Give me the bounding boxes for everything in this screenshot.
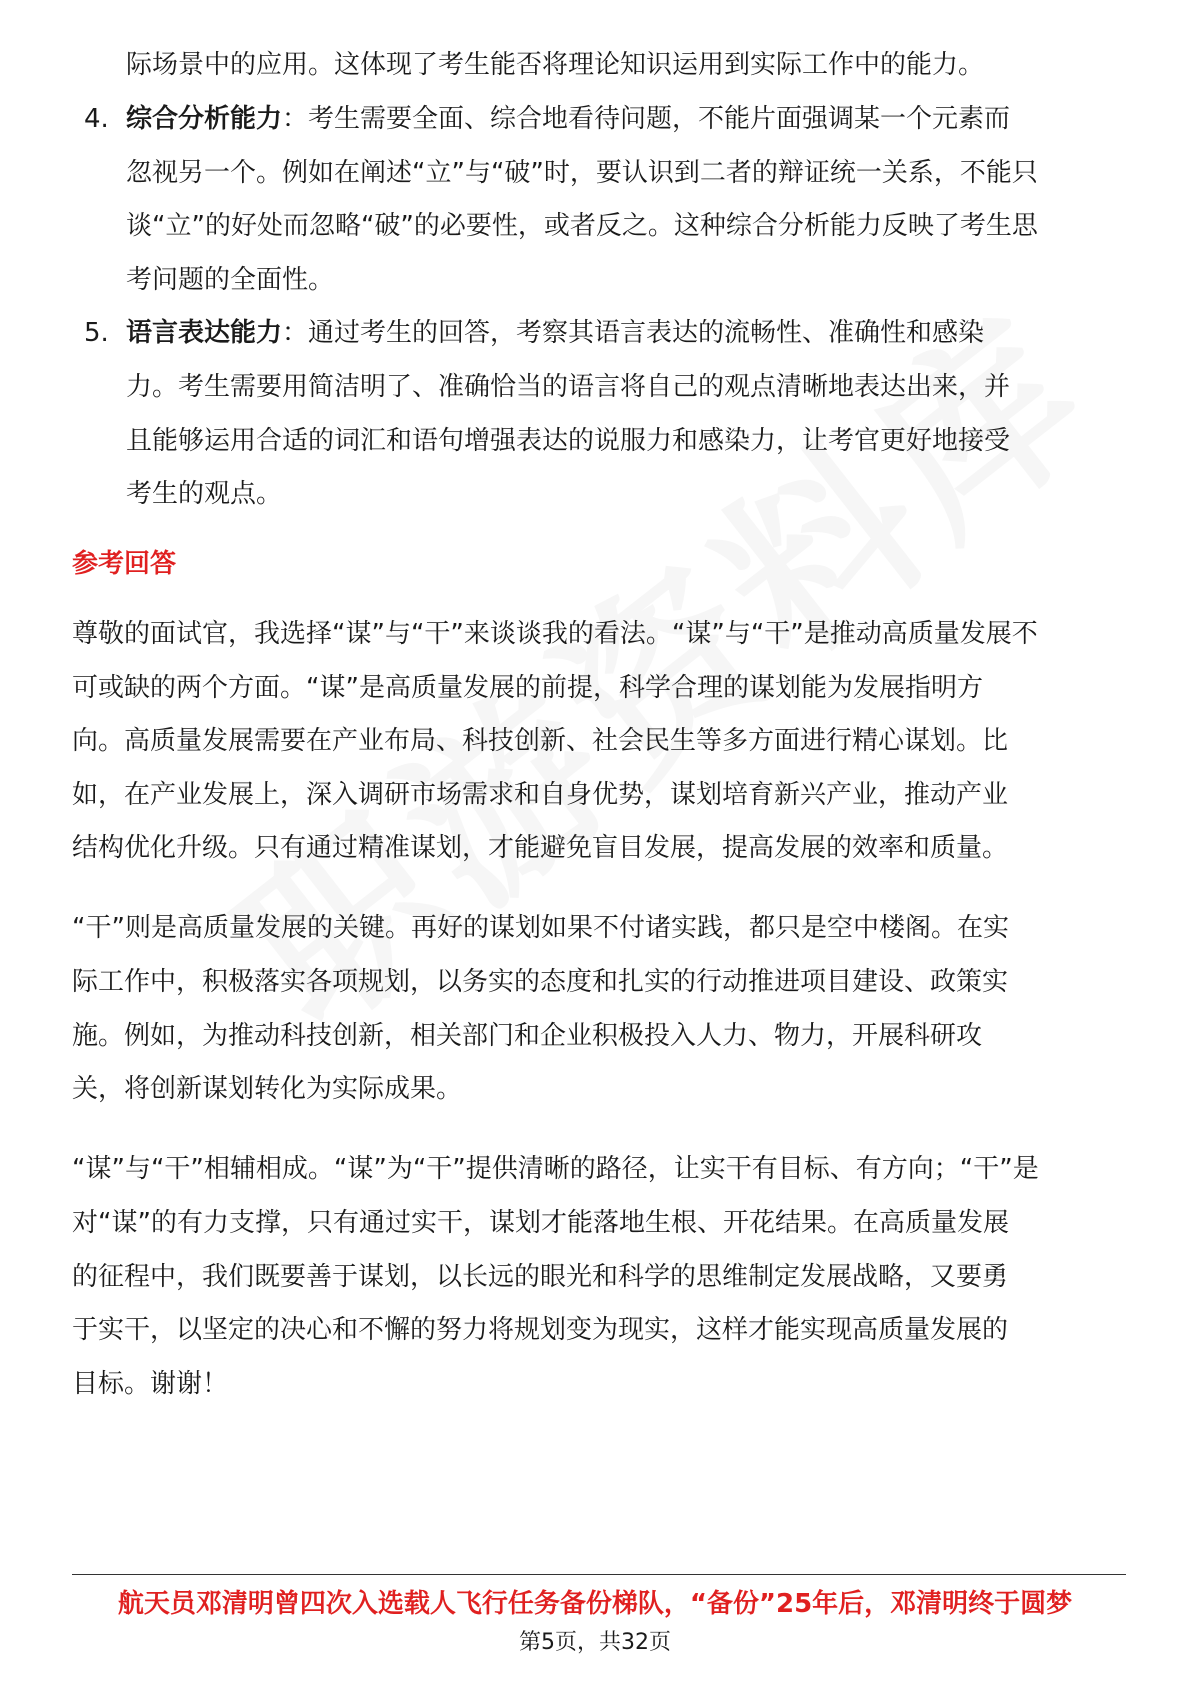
paragraph-line: “谋”与“干”相辅相成。“谋”为“干”提供清晰的路径，让实干有目标、有方向；“干”是: [72, 1154, 1039, 1184]
page-number: 第5页，共32页: [519, 1630, 671, 1655]
list-item-4-text: ：考生需要全面、综合地看待问题，不能片面强调某一个元素而: [282, 104, 1011, 134]
list-item-4-line: 考问题的全面性。: [126, 265, 335, 295]
list-item-5-text: ：通过考生的回答，考察其语言表达的流畅性、准确性和感染: [282, 318, 985, 348]
paragraph-line: 尊敬的面试官，我选择“谋”与“干”来谈谈我的看法。“谋”与“干”是推动高质量发展不: [72, 619, 1038, 649]
paragraph-line: 施。例如，为推动科技创新，相关部门和企业积极投入人力、物力，开展科研攻: [72, 1021, 983, 1051]
list-item-5-first-line: [126, 315, 984, 351]
footer-ad-link[interactable]: 航天员邓清明曾四次入选载人飞行任务备份梯队，“备份”25年后，邓清明终于圆梦: [117, 1589, 1073, 1619]
list-item-4-first-line: [126, 101, 1010, 137]
list-item-5-number: 5.: [84, 318, 109, 348]
paragraph-line: 目标。谢谢！: [72, 1369, 229, 1399]
paragraph-line: 对“谋”的有力支撑，只有通过实干，谋划才能落地生根、开花结果。在高质量发展: [72, 1208, 1009, 1238]
paragraph-line: 于实干，以坚定的决心和不懈的努力将规划变为现实，这样才能实现高质量发展的: [72, 1315, 1009, 1345]
paragraph-line: 关，将创新谋划转化为实际成果。: [72, 1074, 463, 1104]
reference-answer-heading: 参考回答: [72, 549, 177, 579]
list-item-4-line: 谈“立”的好处而忽略“破”的必要性，或者反之。这种综合分析能力反映了考生思: [126, 211, 1038, 241]
list-item-5-line: 且能够运用合适的词汇和语句增强表达的说服力和感染力，让考官更好地接受: [126, 426, 1011, 456]
list-item-5-line: 力。考生需要用简洁明了、准确恰当的语言将自己的观点清晰地表达出来，并: [126, 372, 1011, 402]
list-item-4-number: 4.: [84, 104, 109, 134]
list-item-4-line: 忽视另一个。例如在阐述“立”与“破”时，要认识到二者的辩证统一关系，不能只: [126, 158, 1038, 188]
list-continuation-line: 际场景中的应用。这体现了考生能否将理论知识运用到实际工作中的能力。: [126, 50, 985, 80]
list-item-5-line: 考生的观点。: [126, 479, 283, 509]
footer-divider: [72, 1574, 1126, 1575]
paragraph-line: 向。高质量发展需要在产业布局、科技创新、社会民生等多方面进行精心谋划。比: [72, 726, 1009, 756]
paragraph-line: 际工作中，积极落实各项规划，以务实的态度和扎实的行动推进项目建设、政策实: [72, 967, 1009, 997]
paragraph-line: “干”则是高质量发展的关键。再好的谋划如果不付诸实践，都只是空中楼阁。在实: [72, 913, 1009, 943]
paragraph-line: 如，在产业发展上，深入调研市场需求和自身优势，谋划培育新兴产业，推动产业: [72, 780, 1009, 810]
paragraph-line: 可或缺的两个方面。“谋”是高质量发展的前提，科学合理的谋划能为发展指明方: [72, 673, 983, 703]
paragraph-line: 的征程中，我们既要善于谋划，以长远的眼光和科学的思维制定发展战略，又要勇: [72, 1262, 1009, 1292]
paragraph-line: 结构优化升级。只有通过精准谋划，才能避免盲目发展，提高发展的效率和质量。: [72, 833, 1009, 863]
list-item-5-label: 语言表达能力: [126, 318, 283, 348]
list-item-4-label: 综合分析能力: [126, 104, 283, 134]
